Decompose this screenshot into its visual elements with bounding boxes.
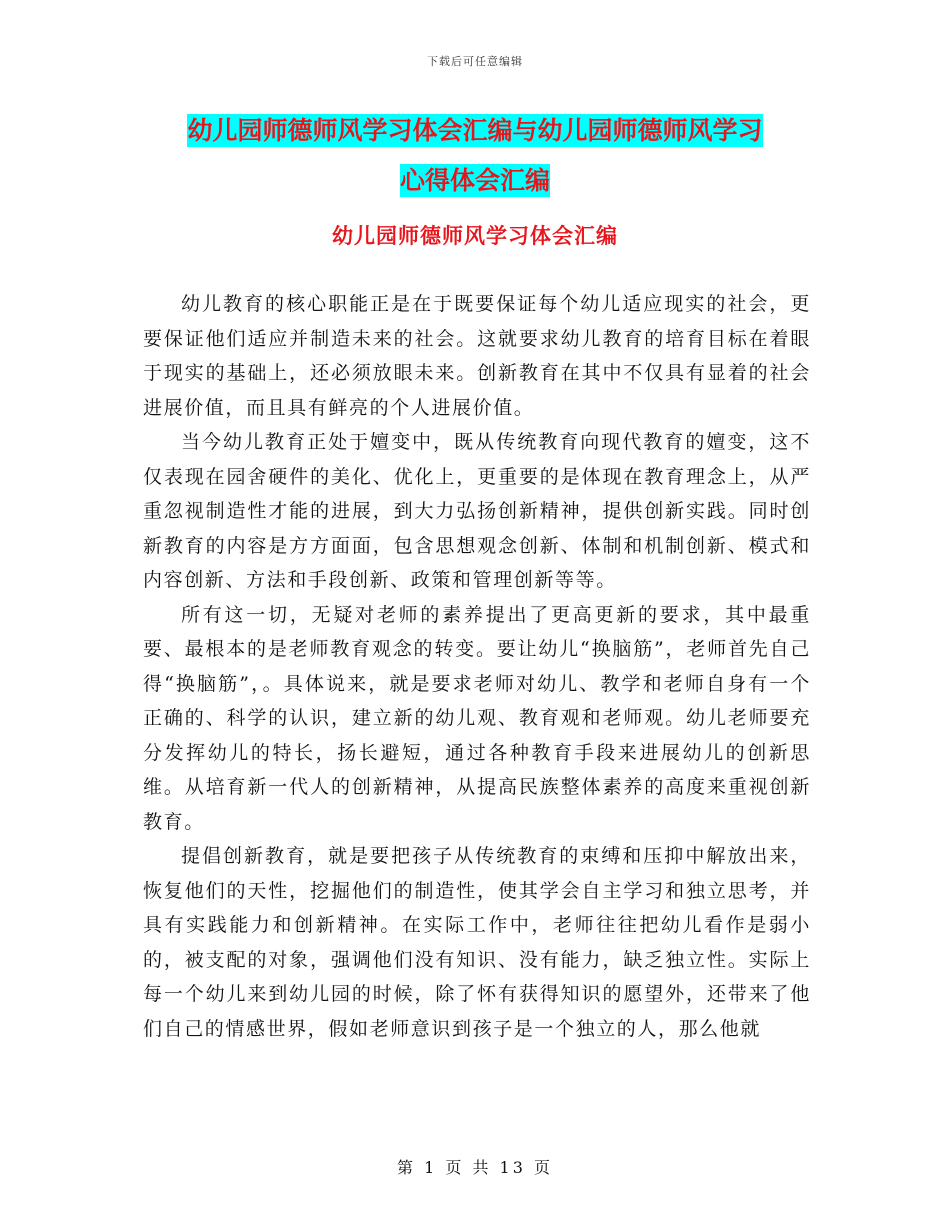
page-number: 第 1 页 共 13 页 [397,1158,553,1177]
document-title-line2: 心得体会汇编 [399,166,550,195]
paragraph: 当今幼儿教育正处于嬗变中，既从传统教育向现代教育的嬗变，这不仅表现在园舍硬件的美化、优化上，更重要的是体现在教育理念上，从严重忽视制造性才能的进展，到大力弘扬创新精神，提供创新实践。同时创新教育的内容是方方面面，包含思想观念创新、体制和机制创新、模式和内容创新、方法和手段创新、政策和管理创新等等。 [143,431,811,591]
document-title [140,106,810,206]
paragraph: 幼儿教育的核心职能正是在于既要保证每个幼儿适应现实的社会，更要保证他们适应并制造未来的社会。这就要求幼儿教育的培育目标在着眼于现实的基础上，还必须放眼未来。创新教育在其中不仅具有显着的社会进展价值，而且具有鲜亮的个人进展价值。 [143,293,811,419]
body-text [143,287,811,1046]
paragraph: 提倡创新教育，就是要把孩子从传统教育的束缚和压抑中解放出来，恢复他们的天性，挖掘他们的制造性，使其学会自主学习和独立思考，并具有实践能力和创新精神。在实际工作中，老师往往把幼儿看作是弱小的，被支配的对象，强调他们没有知识、没有能力，缺乏独立性。实际上每一个幼儿来到幼儿园的时候，除了怀有获得知识的愿望外，还带来了他们自己的情感世界，假如老师意识到孩子是一个独立的人，那么他就 [143,845,811,1040]
section-heading: 幼儿园师德师风学习体会汇编 [332,224,618,248]
document-title-line1: 幼儿园师德师风学习体会汇编与幼儿园师德师风学习 [187,116,763,145]
header-note: 下载后可任意编辑 [427,55,523,68]
paragraph: 所有这一切，无疑对老师的素养提出了更高更新的要求，其中最重要、最根本的是老师教育观念的转变。要让幼儿“换脑筋”，老师首先自己得“换脑筋”，。具体说来，就是要求老师对幼儿、教学和老师自身有一个正确的、科学的认识，建立新的幼儿观、教育观和老师观。幼儿老师要充分发挥幼儿的特长，扬长避短，通过各种教育手段来进展幼儿的创新思维。从培育新一代人的创新精神，从提高民族整体素养的高度来重视创新教育。 [143,603,811,833]
